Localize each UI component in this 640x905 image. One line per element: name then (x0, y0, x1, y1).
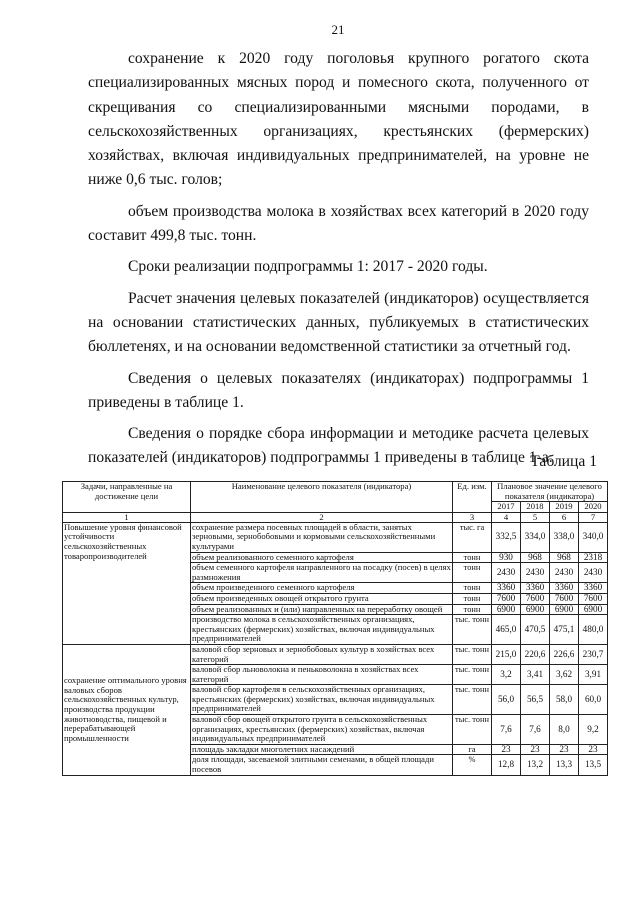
value-cell: 3360 (492, 583, 521, 594)
value-cell: 12,8 (492, 755, 521, 775)
table-row (63, 644, 608, 664)
paragraph-timeline: Сроки реализации подпрограммы 1: 2017 - 2020 годы. (128, 258, 488, 276)
value-cell: 7,6 (492, 715, 521, 745)
value-cell: 6900 (579, 604, 608, 615)
unit-cell: тыс. тонн (453, 644, 492, 664)
value-cell: 58,0 (550, 685, 579, 715)
value-cell: 7600 (521, 593, 550, 604)
value-cell: 334,0 (521, 522, 550, 552)
unit-cell: тонн (453, 604, 492, 615)
unit-cell: тыс. тонн (453, 665, 492, 685)
value-cell: 3360 (521, 583, 550, 594)
unit-cell: тонн (453, 552, 492, 563)
table-caption: Таблица 1 (530, 453, 597, 470)
indicator-cell: объем семенного картофеля направленного на посадку (посев) в целях размножения (192, 562, 451, 582)
value-cell: 3360 (550, 583, 579, 594)
value-cell: 2430 (579, 563, 608, 583)
unit-cell: тыс. га (453, 522, 492, 552)
indicator-cell: площадь закладки многолетних насаждений (191, 744, 453, 755)
column-number: 5 (521, 512, 550, 522)
value-cell: 2430 (550, 563, 579, 583)
value-cell: 470,5 (521, 615, 550, 645)
header-unit: Ед. изм. (453, 482, 492, 513)
indicator-cell: валовой сбор картофеля в сельскохозяйственных организациях, крестьянских (фермерских) хозяйствах, включая индивидуальных предпринимателей (191, 685, 453, 715)
indicator-cell: валовой сбор льноволокна и пеньковолокна в хозяйствах всех категорий (191, 665, 453, 685)
value-cell: 7,6 (521, 715, 550, 745)
value-cell: 226,6 (550, 644, 579, 664)
value-cell: 930 (492, 552, 521, 563)
value-cell: 3,62 (550, 665, 579, 685)
value-cell: 2430 (521, 563, 550, 583)
unit-cell: тыс. тонн (453, 715, 492, 745)
indicator-cell: производство молока в сельскохозяйственных организациях, крестьянских (фермерских) хозяйствах, включая индивидуальных предпринимателей (191, 615, 453, 645)
header-row (63, 482, 608, 502)
indicator-cell: доля площади, засеваемой элитными семенами, в общей площади посевов (191, 755, 453, 775)
value-cell: 13,5 (579, 755, 608, 775)
column-number: 4 (492, 512, 521, 522)
indicator-cell: объем реализованных и (или) направленных на переработку овощей (191, 604, 453, 615)
table-body (63, 522, 608, 775)
value-cell: 220,6 (521, 644, 550, 664)
value-cell: 8,0 (550, 715, 579, 745)
value-cell: 3,91 (579, 665, 608, 685)
value-cell: 6900 (550, 604, 579, 615)
page-number: 21 (331, 22, 345, 37)
paragraph-table-1a-ref: Сведения о порядке сбора информации и методике расчета целевых показателей (индикаторов) подпрограммы 1 приведены в таблице 1-а. (88, 425, 589, 467)
value-cell: 475,1 (550, 615, 579, 645)
unit-cell: тонн (453, 593, 492, 604)
value-cell: 13,2 (521, 755, 550, 775)
value-cell: 332,5 (492, 522, 521, 552)
table-row (63, 522, 608, 552)
unit-cell: тонн (453, 563, 492, 583)
paragraph-table-ref: Сведения о целевых показателях (индикаторах) подпрограммы 1 приведены в таблице 1. (88, 369, 589, 411)
value-cell: 968 (550, 552, 579, 563)
indicators-table (62, 481, 608, 776)
column-number: 7 (579, 512, 608, 522)
paragraph-calculation: Расчет значения целевых показателей (индикаторов) осуществляется на основании статистических данных, публикуемых в статистических бюллетенях, и на основании ведомственной статистики за отчетный год. (88, 289, 589, 356)
header-plan: Плановое значение целевого показателя (индикатора) (492, 482, 608, 502)
unit-cell: тыс. тонн (453, 685, 492, 715)
value-cell: 968 (521, 552, 550, 563)
paragraph-cattle: сохранение к 2020 году поголовья крупного рогатого скота специализированных мясных пород и помесного скота, полученного от скрещивания со специализированными мясными породами, в сельскохозяйственных организациях, крестьянских (фермерских) хозяйствах, включая индивидуальных предпринимателей, на уровне не ниже 0,6 тыс. голов; (88, 50, 589, 189)
indicator-cell: объем реализованного семенного картофеля (191, 552, 453, 563)
value-cell: 7600 (492, 593, 521, 604)
value-cell: 465,0 (492, 615, 521, 645)
value-cell: 2318 (579, 552, 608, 563)
value-cell: 9,2 (579, 715, 608, 745)
unit-cell: % (453, 755, 492, 775)
value-cell: 6900 (492, 604, 521, 615)
indicator-cell: сохранение размера посевных площадей в области, занятых зерновыми, зернобобовыми и кормовыми сельскохозяйственными культурами (191, 522, 453, 552)
unit-cell: га (453, 744, 492, 755)
column-number: 1 (63, 512, 191, 522)
value-cell: 60,0 (579, 685, 608, 715)
value-cell: 23 (579, 744, 608, 755)
column-numbers-row (63, 512, 608, 522)
header-year: 2017 (492, 502, 521, 513)
value-cell: 338,0 (550, 522, 579, 552)
value-cell: 7600 (550, 593, 579, 604)
unit-cell: тонн (453, 583, 492, 594)
indicator-cell: валовой сбор зерновых и зернобобовых культур в хозяйствах всех категорий (191, 644, 453, 664)
task-cell: Повышение уровня финансовой устойчивости сельскохозяйственных товаропроизводителей (63, 522, 191, 644)
value-cell: 230,7 (579, 644, 608, 664)
value-cell: 215,0 (492, 644, 521, 664)
indicator-cell: объем произведенных овощей открытого грунта (191, 593, 453, 604)
task-cell: сохранение оптимального уровня валовых сборов сельскохозяйственных культур, производства продукции животноводства, пищевой и перерабатывающей промышленности (63, 644, 191, 775)
value-cell: 23 (492, 744, 521, 755)
value-cell: 7600 (579, 593, 608, 604)
value-cell: 3,41 (521, 665, 550, 685)
paragraph-milk: объем производства молока в хозяйствах всех категорий в 2020 году составит 499,8 тыс. тонн. (88, 202, 589, 245)
column-number: 2 (191, 512, 453, 522)
value-cell: 23 (550, 744, 579, 755)
header-indicator: Наименование целевого показателя (индикатора) (191, 482, 453, 513)
column-number: 3 (453, 512, 492, 522)
header-year: 2020 (579, 502, 608, 513)
value-cell: 56,0 (492, 685, 521, 715)
header-task: Задачи, направленные на достижение цели (63, 482, 191, 513)
unit-cell: тыс. тонн (453, 615, 492, 645)
value-cell: 23 (521, 744, 550, 755)
document-body (88, 47, 589, 478)
header-year: 2019 (550, 502, 579, 513)
header-year: 2018 (521, 502, 550, 513)
value-cell: 2430 (492, 563, 521, 583)
indicator-cell: объем произведенного семенного картофеля (191, 583, 453, 594)
value-cell: 3,2 (492, 665, 521, 685)
column-number: 6 (550, 512, 579, 522)
value-cell: 56,5 (521, 685, 550, 715)
value-cell: 13,3 (550, 755, 579, 775)
value-cell: 6900 (521, 604, 550, 615)
indicator-cell: валовой сбор овощей открытого грунта в сельскохозяйственных организациях, крестьянских (фермерских) хозяйствах, включая индивидуальных предпринимателей (191, 715, 453, 745)
value-cell: 3360 (579, 583, 608, 594)
value-cell: 340,0 (579, 522, 608, 552)
value-cell: 480,0 (579, 615, 608, 645)
